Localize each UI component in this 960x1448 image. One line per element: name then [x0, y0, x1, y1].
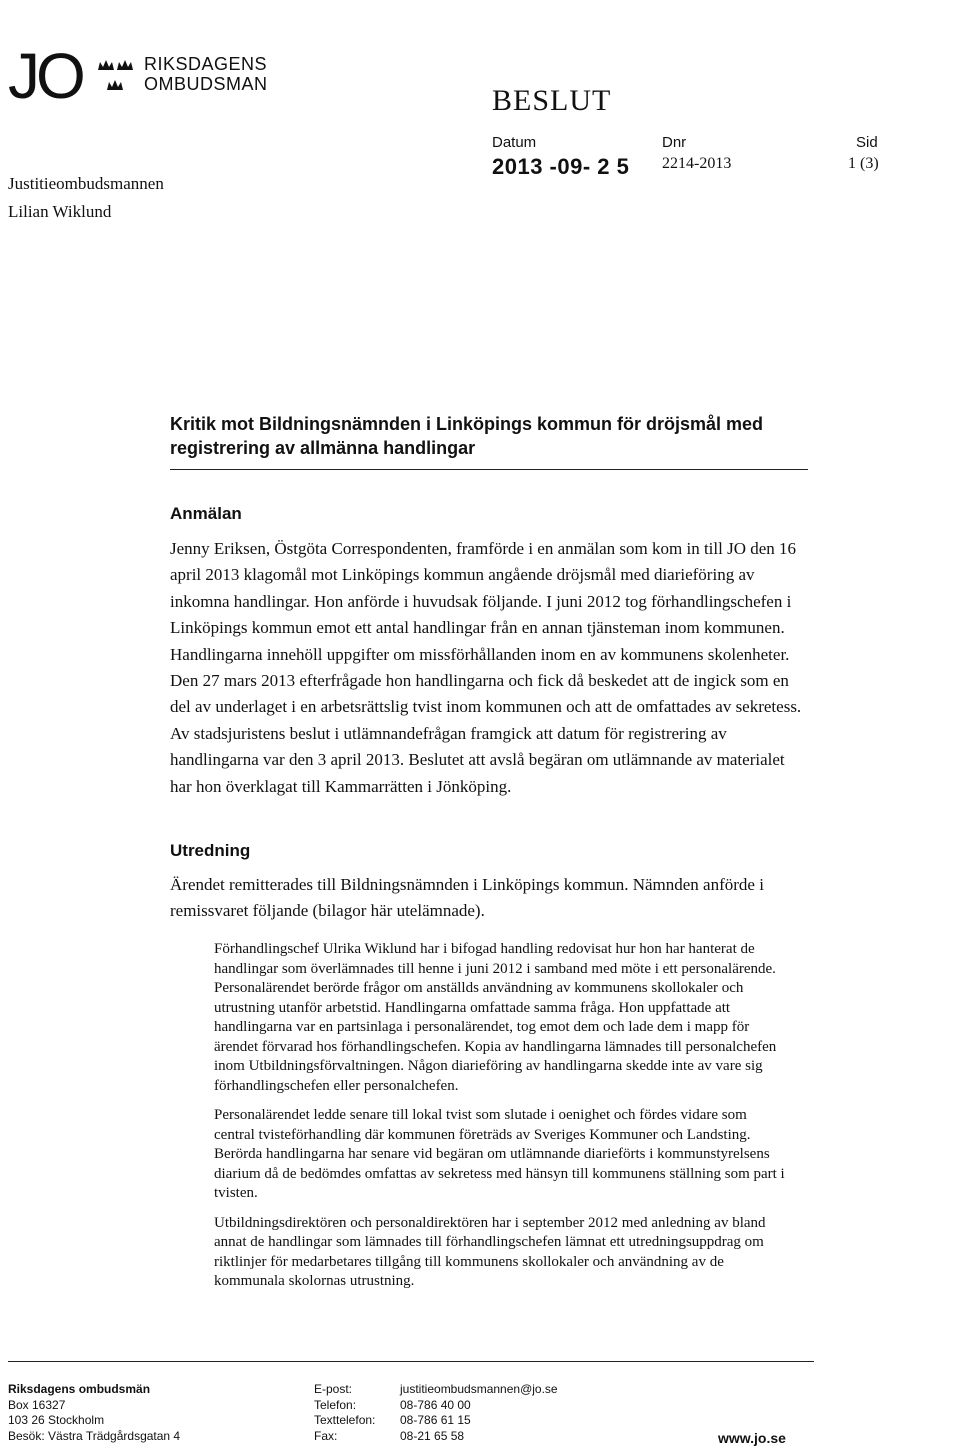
footer-address: [8, 1382, 180, 1444]
quote-paragraph-3: Utbildningsdirektören och personaldirektören har i september 2012 med anledning av bland annat de handlingar som lämnades till förhandlingschefen lämnat ett utredningsuppdrag om riktlinjer för medarbetares tillgång till kommunens skollokaler och användning av de kommunala skolornas utrustning.: [214, 1214, 766, 1289]
quote-paragraph-2: Personalärendet ledde senare till lokal tvist som slutade i oenighet och fördes vidare som central tvisteförhandling där kommunen företräds av Sveriges Kommuner och Landsting. Berörda handlingarna har senare vid begäran om utlämnande diarieförts i kommunstyrelsens diarium då de bedömdes omfattas av sekretess med hänsyn till kommunens ställning som part i tvisten.: [214, 1107, 785, 1201]
website-link[interactable]: www.jo.se: [718, 1430, 786, 1446]
official-block: [8, 170, 164, 226]
official-title: Justitieombudsmannen: [8, 174, 164, 193]
quote-paragraph-1: Förhandlingschef Ulrika Wiklund har i bifogad handling redovisat hur hon har hanterat de handlingar som överlämnades till henne i juni 2012 i samband med möte i ett personalärende. Personalärendet berörde frågor om anställds användning av kommunens skollokaler och utrustning utanför arbetstid. Handlingarna omfattade samma fråga. Hon uppfattade att handlingarna var en partsinlaga i personalärendet, tog emot dem och lade dem i mapp för ärendet förvarad hos förhandlingschefen. Kopia av handlingarna lämnades till personalchefen inom Utbildningsförvaltningen. Någon diarieföring av handlingarna skedde inte av vare sig förhandlingschefen eller personalchefen.: [214, 941, 777, 1094]
quoted-response: [214, 940, 790, 1302]
decision-title: Kritik mot Bildningsnämnden i Linköpings kommun för dröjsmål med registrering av allmänna handlingar: [170, 414, 764, 458]
text-phone-value: 08-786 61 15: [400, 1413, 471, 1427]
page-number: 1 (3): [848, 155, 879, 172]
logo-wordmark: [144, 54, 268, 94]
official-name: Lilian Wiklund: [8, 202, 112, 221]
text-phone-label: Texttelefon:: [314, 1413, 376, 1427]
fax-label: Fax:: [314, 1428, 338, 1443]
footer-org-name: Riksdagens ombudsmän: [8, 1382, 151, 1396]
footer-address-line-2: 103 26 Stockholm: [8, 1413, 105, 1427]
utredning-text: Ärendet remitterades till Bildningsnämnden i Linköpings kommun. Nämnden anförde i remissvaret följande (bilagor här utelämnade).: [170, 875, 764, 921]
footer-contact-labels: [314, 1382, 375, 1444]
document-type: BESLUT: [492, 84, 612, 117]
section-heading-anmalan: Anmälan: [170, 504, 242, 523]
phone-label: Telefon:: [314, 1397, 357, 1412]
jo-logo-letters: JO: [8, 40, 82, 112]
dnr-label: Dnr: [662, 134, 687, 151]
dnr-value: 2214-2013: [662, 155, 732, 172]
date-label: Datum: [492, 134, 537, 151]
page-label: Sid: [856, 134, 878, 151]
date-value: 2013 -09- 2 5: [492, 154, 630, 179]
footer-divider: [8, 1361, 814, 1362]
anmalan-paragraph: [170, 536, 810, 800]
email-label: E-post:: [314, 1382, 353, 1396]
utredning-paragraph: [170, 872, 810, 925]
email-value[interactable]: justitieombudsmannen@jo.se: [400, 1382, 558, 1396]
footer-visit-address: Besök: Västra Trädgårdsgatan 4: [8, 1428, 181, 1443]
footer-contact-values: [400, 1382, 558, 1444]
logo-line-1: RIKSDAGENS: [144, 54, 268, 74]
section-heading-utredning: Utredning: [170, 841, 251, 860]
footer-address-line-1: Box 16327: [8, 1397, 66, 1412]
phone-value: 08-786 40 00: [400, 1397, 471, 1412]
crown-icon: [96, 56, 136, 96]
title-divider: [170, 469, 808, 470]
logo-line-2: OMBUDSMAN: [144, 74, 268, 94]
fax-value: 08-21 65 58: [400, 1428, 465, 1443]
anmalan-text: Jenny Eriksen, Östgöta Correspondenten, framförde i en anmälan som kom in till JO den 16 april 2013 klagomål mot Linköpings kommun angående dröjsmål med diarieföring av inkomna handlingar. Hon anförde i huvudsak följande. I juni 2012 tog förhandlingschefen i Linköpings kommun emot ett antal handlingar från en annan tjänsteman inom kommunen. Handlingarna innehöll uppgifter om missförhållanden inom en av kommunens skolenheter. Den 27 mars 2013 efterfrågade hon handlingarna och fick då beskedet att de ingick som en del av underlaget i en arbetsrättslig tvist inom kommunen och att de omfattades av sekretess. Av stadsjuristens beslut i utlämnandefrågan framgick att datum för registrering av handlingarna var den 3 april 2013. Beslutet att avslå begäran om utlämnande av materialet har hon överklagat till Kammarrätten i Jönköping.: [170, 539, 802, 796]
